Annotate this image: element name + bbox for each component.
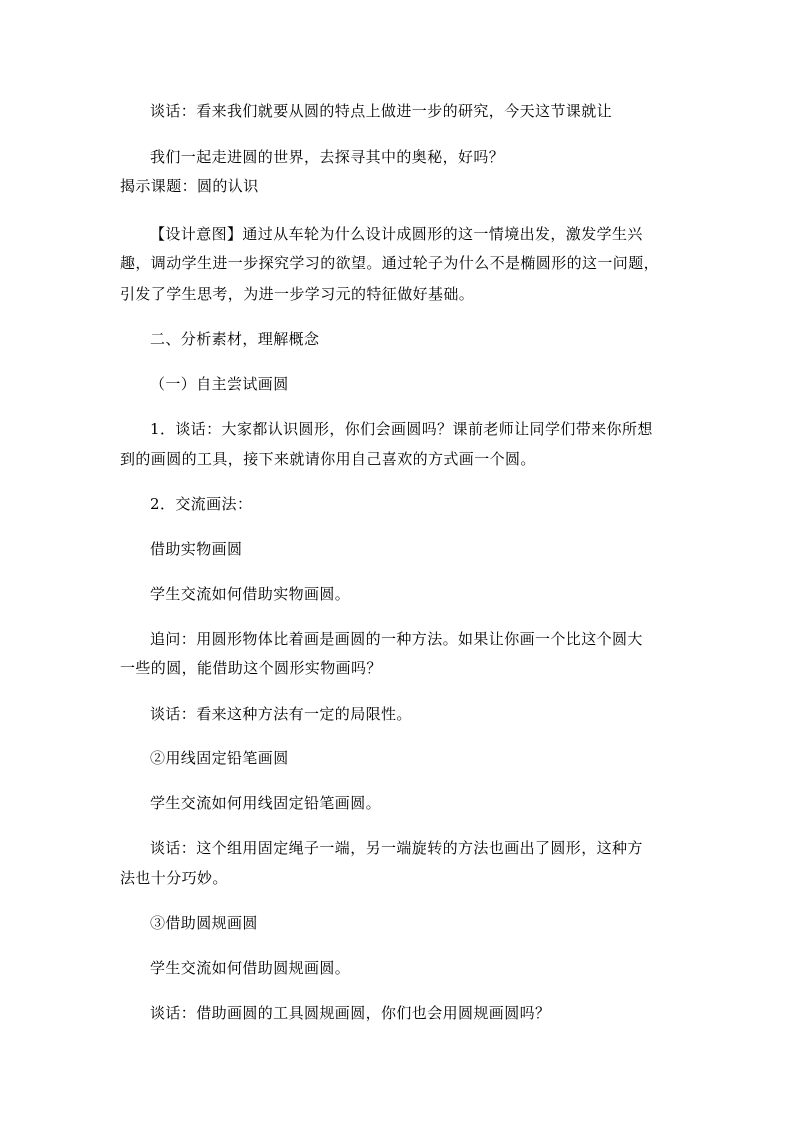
dialogue-limitation: 谈话：看来这种方法有一定的局限性。 [150,705,412,723]
student-exchange-1: 学生交流如何借助实物画圆。 [150,585,351,603]
design-intent-line-2: 趣，调动学生进一步探究学习的欲望。通过轮子为什么不是椭圆形的这一问题， [120,254,660,272]
dialogue-string-line-2: 法也十分巧妙。 [120,869,228,887]
follow-up-line-2: 一些的圆，能借助这个圆形实物画吗？ [120,659,382,677]
method-object: 借助实物画圆 [150,540,243,558]
follow-up-line-1: 追问：用圆形物体比着画是画圆的一种方法。如果让你画一个比这个圆大 [150,630,643,648]
dialogue-string-line-1: 谈话：这个组用固定绳子一端，另一端旋转的方法也画出了圆形，这种方 [150,839,643,857]
topic-reveal: 揭示课题：圆的认识 [120,177,259,195]
student-exchange-2: 学生交流如何用线固定铅笔画圆。 [150,794,382,812]
section-heading: 二、分析素材，理解概念 [150,330,320,348]
dialogue-line-continued: 我们一起走进圆的世界，去探寻其中的奥秘，好吗？ [150,148,505,166]
method-compass: ③借助圆规画圆 [150,914,258,932]
subsection-heading: （一）自主尝试画圆 [150,375,289,393]
step-1-line-2: 到的画圆的工具，接下来就请你用自己喜欢的方式画一个圆。 [120,450,536,468]
dialogue-compass: 谈话：借助画圆的工具圆规画圆，你们也会用圆规画圆吗？ [150,1004,551,1022]
step-2: 2．交流画法： [150,495,253,513]
method-string: ②用线固定铅笔画圆 [150,749,289,767]
dialogue-line: 谈话：看来我们就要从圆的特点上做进一步的研究，今天这节课就让 [150,102,613,120]
step-1-line-1: 1．谈话：大家都认识圆形，你们会画圆吗？课前老师让同学们带来你所想 [150,420,653,438]
student-exchange-3: 学生交流如何借助圆规画圆。 [150,959,351,977]
design-intent-line-3: 引发了学生思考，为进一步学习元的特征做好基础。 [120,285,475,303]
design-intent-line-1: 【设计意图】通过从车轮为什么设计成圆形的这一情境出发，激发学生兴 [150,225,643,243]
